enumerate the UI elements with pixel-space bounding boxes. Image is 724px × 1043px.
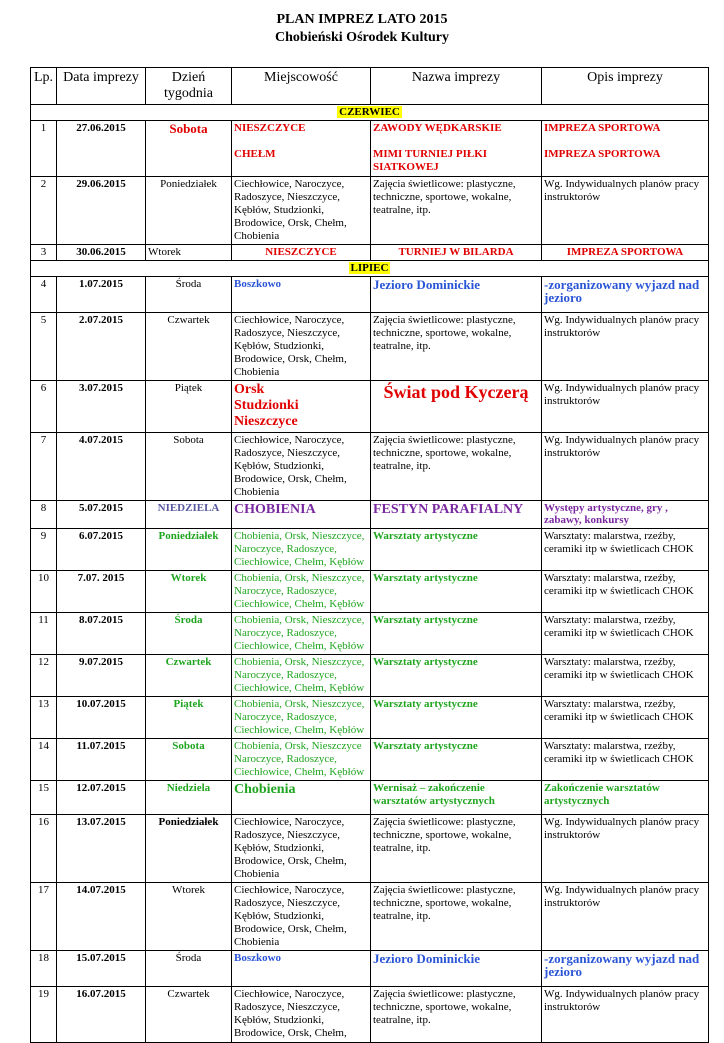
row-date: 5.07.2015 bbox=[57, 501, 146, 529]
table-row bbox=[31, 313, 709, 381]
page-subtitle: Chobieński Ośrodek Kultury bbox=[274, 30, 449, 45]
row-event: Świat pod Kyczerą bbox=[371, 381, 542, 433]
page-title: PLAN IMPREZ LATO 2015 bbox=[276, 12, 448, 27]
table-row bbox=[31, 529, 709, 571]
row-place: Chobienia, Orsk, Nieszczyce, Naroczyce, Radoszyce, Ciechłowice, Chełm, Kębłów bbox=[232, 655, 371, 697]
row-date: 14.07.2015 bbox=[57, 883, 146, 951]
table-row bbox=[31, 815, 709, 883]
row-description: Warsztaty: malarstwa, rzeźby, ceramiki itp w świetlicach CHOK bbox=[542, 613, 709, 655]
row-event: Warsztaty artystyczne bbox=[371, 529, 542, 571]
row-place: Ciechłowice, Naroczyce, Radoszyce, Nieszczyce, Kębłów, Studzionki, Brodowice, Orsk, Chełm, bbox=[232, 987, 371, 1043]
row-description: Warsztaty: malarstwa, rzeźby, ceramiki itp w świetlicach CHOK bbox=[542, 529, 709, 571]
month-label: LIPIEC bbox=[350, 262, 389, 274]
row-description: IMPREZA SPORTOWA IMPREZA SPORTOWA bbox=[542, 121, 709, 177]
table-row bbox=[31, 739, 709, 781]
table-row bbox=[31, 277, 709, 313]
row-place: CHOBIENIA bbox=[232, 501, 371, 529]
row-day: Środa bbox=[146, 613, 232, 655]
row-number: 18 bbox=[31, 951, 57, 987]
row-date: 16.07.2015 bbox=[57, 987, 146, 1043]
row-description: Warsztaty: malarstwa, rzeźby, ceramiki itp w świetlicach CHOK bbox=[542, 697, 709, 739]
row-number: 1 bbox=[31, 121, 57, 177]
row-event: Wernisaż – zakończenie warsztatów artystycznych bbox=[371, 781, 542, 815]
row-day: Środa bbox=[146, 951, 232, 987]
row-date: 2.07.2015 bbox=[57, 313, 146, 381]
row-number: 3 bbox=[31, 245, 57, 261]
row-description: Warsztaty: malarstwa, rzeźby, ceramiki itp w świetlicach CHOK bbox=[542, 655, 709, 697]
month-row bbox=[31, 105, 709, 121]
table-row bbox=[31, 245, 709, 261]
row-place: Boszkowo bbox=[232, 277, 371, 313]
row-description: Wg. Indywidualnych planów pracy instruktorów bbox=[542, 313, 709, 381]
row-date: 8.07.2015 bbox=[57, 613, 146, 655]
row-event: TURNIEJ W BILARDA bbox=[371, 245, 542, 261]
row-date: 6.07.2015 bbox=[57, 529, 146, 571]
row-date: 1.07.2015 bbox=[57, 277, 146, 313]
row-event: Warsztaty artystyczne bbox=[371, 571, 542, 613]
events-table bbox=[30, 67, 709, 1043]
row-date: 27.06.2015 bbox=[57, 121, 146, 177]
table-row bbox=[31, 501, 709, 529]
row-day: Sobota bbox=[146, 121, 232, 177]
row-day: Niedziela bbox=[146, 781, 232, 815]
table-row bbox=[31, 883, 709, 951]
row-event: Warsztaty artystyczne bbox=[371, 739, 542, 781]
month-header bbox=[31, 261, 709, 277]
row-date: 30.06.2015 bbox=[57, 245, 146, 261]
row-description: Warsztaty: malarstwa, rzeźby, ceramiki itp w świetlicach CHOK bbox=[542, 571, 709, 613]
month-row bbox=[31, 261, 709, 277]
table-row bbox=[31, 987, 709, 1043]
row-description: Wg. Indywidualnych planów pracy instruktorów bbox=[542, 433, 709, 501]
row-day: Sobota bbox=[146, 739, 232, 781]
row-event: ZAWODY WĘDKARSKIE MIMI TURNIEJ PIŁKI SIATKOWEJ bbox=[371, 121, 542, 177]
table-row bbox=[31, 177, 709, 245]
row-day: Piątek bbox=[146, 697, 232, 739]
row-description: Wg. Indywidualnych planów pracy instruktorów bbox=[542, 815, 709, 883]
row-number: 12 bbox=[31, 655, 57, 697]
table-row bbox=[31, 381, 709, 433]
month-header bbox=[31, 105, 709, 121]
row-number: 6 bbox=[31, 381, 57, 433]
row-place: Chobienia, Orsk, Nieszczyce, Naroczyce, Radoszyce, Ciechłowice, Chełm, Kębłów bbox=[232, 613, 371, 655]
row-event: Zajęcia świetlicowe: plastyczne, techniczne, sportowe, wokalne, teatralne, itp. bbox=[371, 883, 542, 951]
row-date: 7.07. 2015 bbox=[57, 571, 146, 613]
row-date: 10.07.2015 bbox=[57, 697, 146, 739]
column-header-event: Nazwa imprezy bbox=[371, 68, 542, 105]
row-number: 14 bbox=[31, 739, 57, 781]
row-description: IMPREZA SPORTOWA bbox=[542, 245, 709, 261]
row-date: 13.07.2015 bbox=[57, 815, 146, 883]
row-place: Chobienia, Orsk, Nieszczyce, Naroczyce, Radoszyce, Ciechłowice, Chełm, Kębłów bbox=[232, 697, 371, 739]
row-event: Zajęcia świetlicowe: plastyczne, techniczne, sportowe, wokalne, teatralne, itp. bbox=[371, 313, 542, 381]
row-number: 11 bbox=[31, 613, 57, 655]
row-date: 9.07.2015 bbox=[57, 655, 146, 697]
row-number: 5 bbox=[31, 313, 57, 381]
table-row bbox=[31, 655, 709, 697]
row-description: Warsztaty: malarstwa, rzeźby, ceramiki itp w świetlicach CHOK bbox=[542, 739, 709, 781]
table-row bbox=[31, 697, 709, 739]
row-event: Zajęcia świetlicowe: plastyczne, techniczne, sportowe, wokalne, teatralne, itp. bbox=[371, 987, 542, 1043]
row-event: Zajęcia świetlicowe: plastyczne, techniczne, sportowe, wokalne, teatralne, itp. bbox=[371, 177, 542, 245]
row-place: NIESZCZYCE bbox=[232, 245, 371, 261]
row-event: Jezioro Dominickie bbox=[371, 951, 542, 987]
row-event: Jezioro Dominickie bbox=[371, 277, 542, 313]
row-day: Poniedziałek bbox=[146, 815, 232, 883]
column-header-day: Dzień tygodnia bbox=[146, 68, 232, 105]
month-label: CZERWIEC bbox=[339, 106, 400, 118]
row-number: 16 bbox=[31, 815, 57, 883]
row-description: -zorganizowany wyjazd nad jezioro bbox=[542, 277, 709, 313]
table-header-row bbox=[31, 68, 709, 105]
row-description: -zorganizowany wyjazd nad jezioro bbox=[542, 951, 709, 987]
row-event: Zajęcia świetlicowe: plastyczne, techniczne, sportowe, wokalne, teatralne, itp. bbox=[371, 815, 542, 883]
row-day: Czwartek bbox=[146, 655, 232, 697]
row-place: Ciechłowice, Naroczyce, Radoszyce, Nieszczyce, Kębłów, Studzionki, Brodowice, Orsk, Chełm, Chobienia bbox=[232, 313, 371, 381]
row-day: Czwartek bbox=[146, 313, 232, 381]
row-date: 4.07.2015 bbox=[57, 433, 146, 501]
row-day: Poniedziałek bbox=[146, 177, 232, 245]
row-place: Chobienia bbox=[232, 781, 371, 815]
row-number: 19 bbox=[31, 987, 57, 1043]
row-day: Wtorek bbox=[146, 245, 232, 261]
row-event: FESTYN PARAFIALNY bbox=[371, 501, 542, 529]
row-day: Sobota bbox=[146, 433, 232, 501]
row-number: 10 bbox=[31, 571, 57, 613]
row-description: Występy artystyczne, gry , zabawy, konkursy bbox=[542, 501, 709, 529]
row-description: Zakończenie warsztatów artystycznych bbox=[542, 781, 709, 815]
row-day: Środa bbox=[146, 277, 232, 313]
row-day: Wtorek bbox=[146, 883, 232, 951]
row-place: NIESZCZYCE CHEŁM bbox=[232, 121, 371, 177]
row-place: Boszkowo bbox=[232, 951, 371, 987]
row-place: Orsk Studzionki Nieszczyce bbox=[232, 381, 371, 433]
table-row bbox=[31, 613, 709, 655]
row-number: 17 bbox=[31, 883, 57, 951]
row-place: Chobienia, Orsk, Nieszczyce Naroczyce, Radoszyce, Ciechłowice, Chełm, Kębłów bbox=[232, 739, 371, 781]
row-number: 15 bbox=[31, 781, 57, 815]
row-number: 9 bbox=[31, 529, 57, 571]
row-date: 12.07.2015 bbox=[57, 781, 146, 815]
row-description: Wg. Indywidualnych planów pracy instruktorów bbox=[542, 883, 709, 951]
row-description: Wg. Indywidualnych planów pracy instruktorów bbox=[542, 987, 709, 1043]
row-date: 15.07.2015 bbox=[57, 951, 146, 987]
row-day: NIEDZIELA bbox=[146, 501, 232, 529]
row-day: Czwartek bbox=[146, 987, 232, 1043]
row-place: Ciechłowice, Naroczyce, Radoszyce, Nieszczyce, Kębłów, Studzionki, Brodowice, Orsk, Chełm, Chobienia bbox=[232, 883, 371, 951]
table-row bbox=[31, 121, 709, 177]
row-number: 13 bbox=[31, 697, 57, 739]
row-day: Poniedziałek bbox=[146, 529, 232, 571]
row-event: Zajęcia świetlicowe: plastyczne, techniczne, sportowe, wokalne, teatralne, itp. bbox=[371, 433, 542, 501]
row-date: 29.06.2015 bbox=[57, 177, 146, 245]
row-day: Piątek bbox=[146, 381, 232, 433]
row-place: Chobienia, Orsk, Nieszczyce, Naroczyce, Radoszyce, Ciechłowice, Chełm, Kębłów bbox=[232, 571, 371, 613]
table-row bbox=[31, 571, 709, 613]
row-description: Wg. Indywidualnych planów pracy instruktorów bbox=[542, 177, 709, 245]
row-place: Ciechłowice, Naroczyce, Radoszyce, Nieszczyce, Kębłów, Studzionki, Brodowice, Orsk, Chełm, Chobienia bbox=[232, 815, 371, 883]
row-place: Chobienia, Orsk, Nieszczyce, Naroczyce, Radoszyce, Ciechłowice, Chełm, Kębłów bbox=[232, 529, 371, 571]
row-day: Wtorek bbox=[146, 571, 232, 613]
column-header-description: Opis imprezy bbox=[542, 68, 709, 105]
row-date: 11.07.2015 bbox=[57, 739, 146, 781]
row-place: Ciechłowice, Naroczyce, Radoszyce, Nieszczyce, Kębłów, Studzionki, Brodowice, Orsk, Chełm, Chobienia bbox=[232, 177, 371, 245]
table-row bbox=[31, 951, 709, 987]
table-row bbox=[31, 433, 709, 501]
row-number: 7 bbox=[31, 433, 57, 501]
row-event: Warsztaty artystyczne bbox=[371, 613, 542, 655]
row-number: 8 bbox=[31, 501, 57, 529]
row-event: Warsztaty artystyczne bbox=[371, 697, 542, 739]
column-header-date: Data imprezy bbox=[57, 68, 146, 105]
row-place: Ciechłowice, Naroczyce, Radoszyce, Nieszczyce, Kębłów, Studzionki, Brodowice, Orsk, Chełm, Chobienia bbox=[232, 433, 371, 501]
row-date: 3.07.2015 bbox=[57, 381, 146, 433]
row-number: 2 bbox=[31, 177, 57, 245]
row-description: Wg. Indywidualnych planów pracy instruktorów bbox=[542, 381, 709, 433]
row-number: 4 bbox=[31, 277, 57, 313]
row-event: Warsztaty artystyczne bbox=[371, 655, 542, 697]
column-header-place: Miejscowość bbox=[232, 68, 371, 105]
column-header-lp: Lp. bbox=[31, 68, 57, 105]
table-row bbox=[31, 781, 709, 815]
